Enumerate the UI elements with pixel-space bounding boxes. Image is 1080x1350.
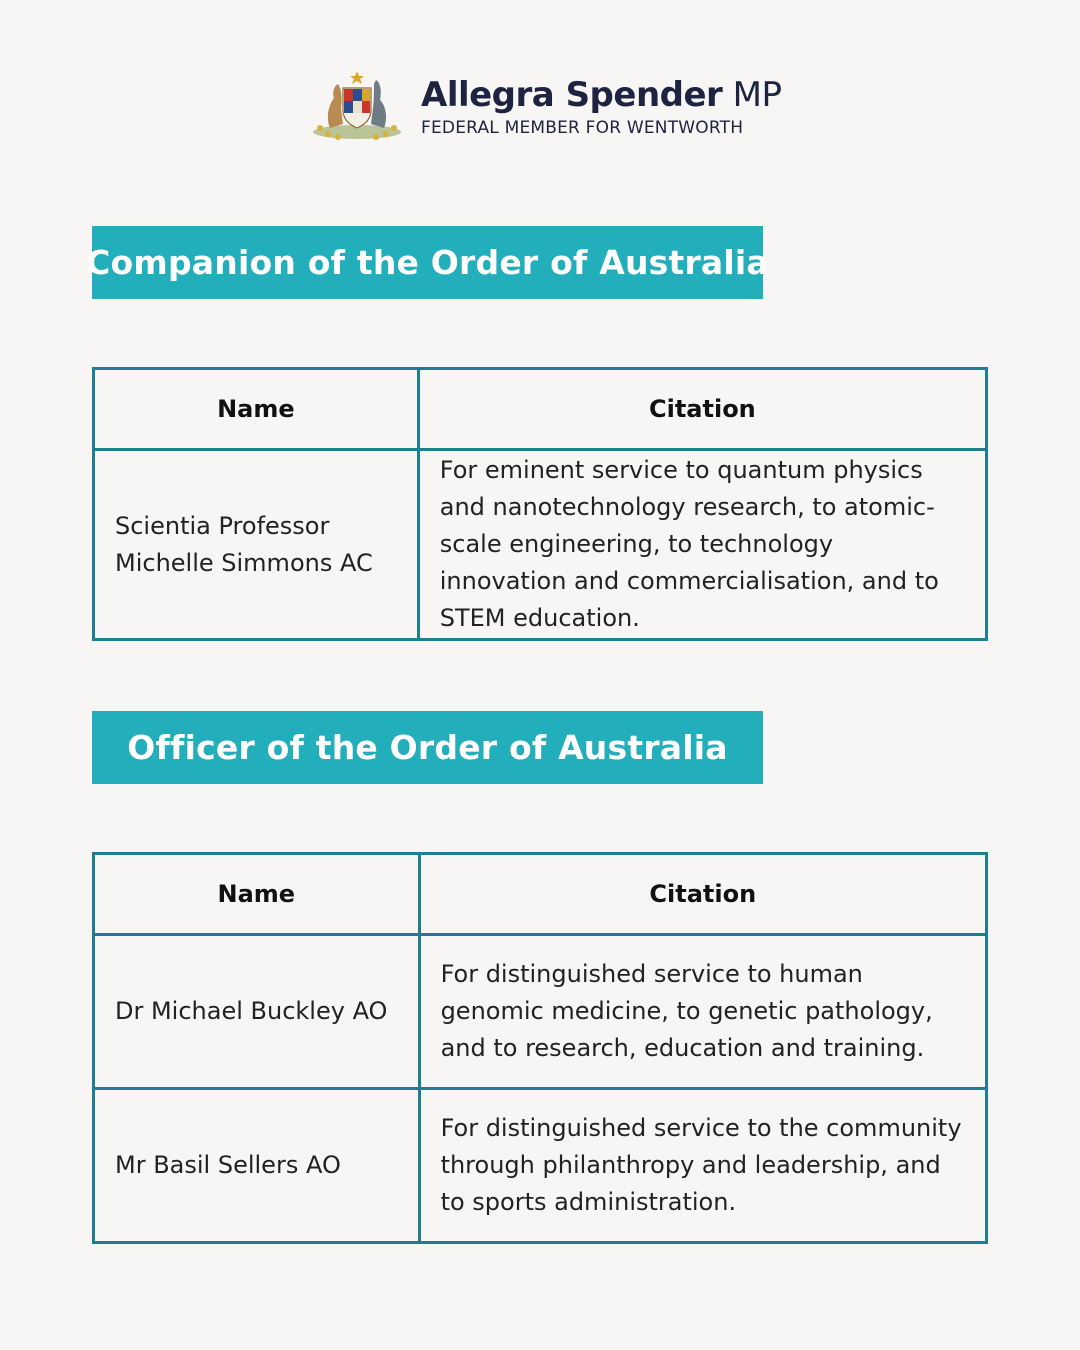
recipient-name: Mr Basil Sellers AO: [94, 1089, 420, 1243]
table-header-row: [94, 369, 987, 450]
table-row: [94, 1089, 987, 1243]
member-name: Allegra Spender: [421, 75, 723, 115]
table-header-row: [94, 854, 987, 935]
column-header-citation: Citation: [418, 369, 986, 450]
recipient-citation: For distinguished service to human genomic medicine, to genetic pathology, and to research, education and training.: [419, 935, 986, 1089]
recipient-citation: For distinguished service to the community through philanthropy and leadership, and to sports administration.: [419, 1089, 986, 1243]
section-heading-officer: Officer of the Order of Australia: [92, 711, 763, 784]
column-header-name: Name: [94, 854, 420, 935]
coat-of-arms-icon: [308, 68, 406, 144]
column-header-name: Name: [94, 369, 419, 450]
recipient-name: Scientia Professor Michelle Simmons AC: [94, 450, 419, 640]
recipient-citation: For eminent service to quantum physics and nanotechnology research, to atomic-scale engineering, to technology innovation and commercialisation, and to STEM education.: [418, 450, 986, 640]
table-row: [94, 450, 987, 640]
section-heading-companion: Companion of the Order of Australia: [92, 226, 763, 299]
companion-table: [92, 367, 988, 641]
member-title-suffix: MP: [732, 75, 782, 115]
recipient-name: Dr Michael Buckley AO: [94, 935, 420, 1089]
column-header-citation: Citation: [419, 854, 986, 935]
officer-table: [92, 852, 988, 1244]
brand-name: [421, 75, 781, 115]
header: [308, 68, 788, 148]
brand-subtitle: FEDERAL MEMBER FOR WENTWORTH: [421, 118, 744, 138]
table-row: [94, 935, 987, 1089]
